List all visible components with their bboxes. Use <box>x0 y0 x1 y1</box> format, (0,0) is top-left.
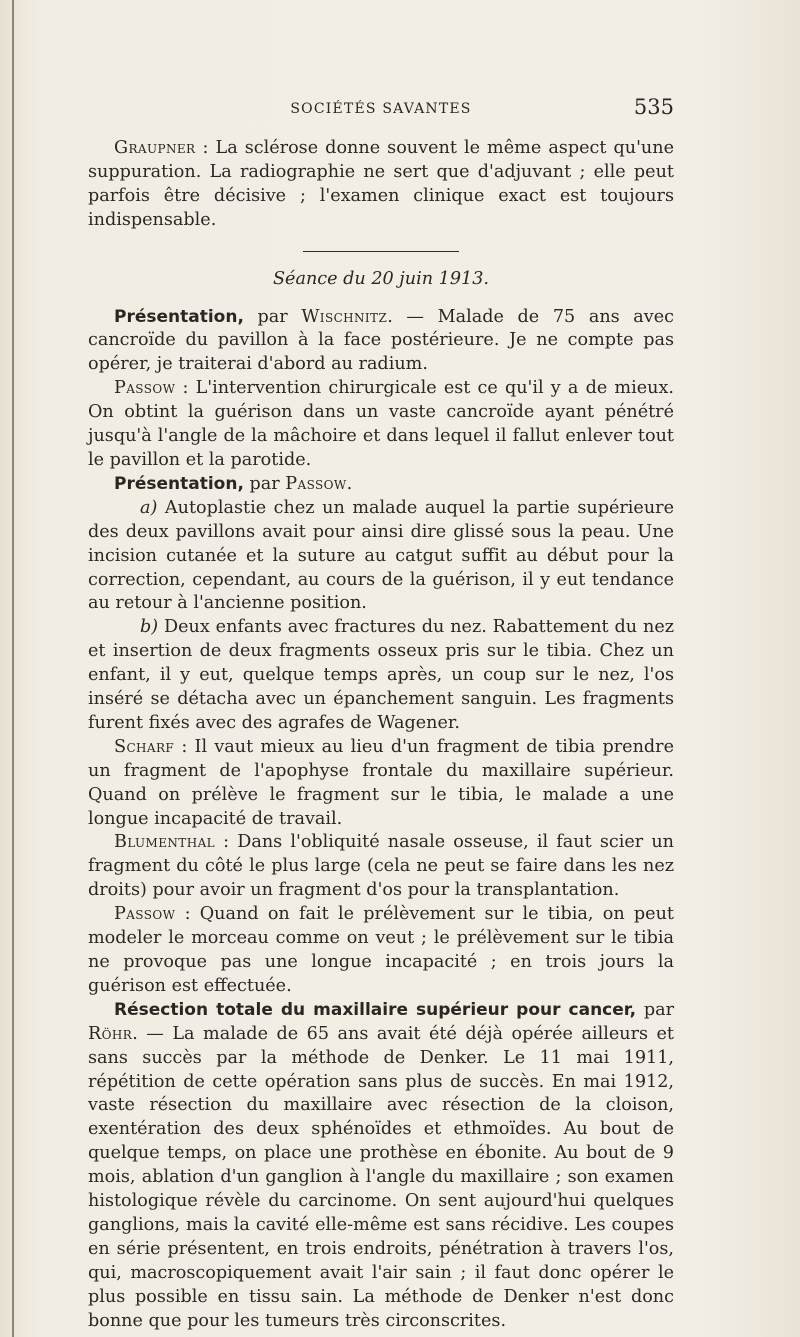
author-name: Passow <box>285 473 347 494</box>
section-divider <box>303 251 459 252</box>
paragraph-scharf <box>88 736 674 832</box>
paragraph-text: . — Malade de 75 ans avec cancroïde du pavillon à la face postérieure. Je ne compte pas opérer, je traiterai d'abord au radium. <box>88 306 674 375</box>
paragraph-text: Autoplastie chez un malade auquel la partie supérieure des deux pavillons avait pour ainsi dire glissé sous la peau. Une incision cutanée et la suture au catgut suffit au début pour la correction, cependant, au cours de la guérison, il y eut tendance au retour à l'ancienne position. <box>88 497 674 614</box>
body-text <box>88 137 674 1334</box>
end-text: . <box>346 473 353 494</box>
section-title: Résection totale du maxillaire supérieur pour cancer, <box>114 999 637 1020</box>
author-name: Röhr <box>88 1023 133 1044</box>
paragraph-blumenthal <box>88 831 674 903</box>
speaker-name: Blumenthal <box>114 832 216 853</box>
paragraph-text: : La sclérose donne souvent le même aspect qu'une suppuration. La radiographie ne sert que d'adjuvant ; elle peut parfois être décisive ; l'examen clinique exact est toujours indispensable. <box>88 138 674 230</box>
paragraph-presentation-wischnitz <box>88 306 674 378</box>
paragraph-case-a <box>88 497 674 617</box>
paragraph-presentation-passow <box>88 473 674 497</box>
paragraph-text: : Il vaut mieux au lieu d'un fragment de tibia prendre un fragment de l'apophyse frontale du maxillaire supérieur. Quand on prélève le fragment sur le tibia, le malade a une longue incapacité de travail. <box>88 736 674 829</box>
case-label: a) <box>140 497 158 518</box>
case-label: b) <box>140 617 159 638</box>
speaker-name: Graupner <box>114 138 196 158</box>
paragraph-case-b <box>88 616 674 736</box>
paragraph-text: Deux enfants avec fractures du nez. Rabattement du nez et insertion de deux fragments osseux pris sur le tibia. Chez un enfant, il y eut, quelque temps après, un coup sur le nez, l'os inséré se détacha avec un épanchement sanguin. Les fragments furent fixés avec des agrafes de Wagener. <box>88 617 674 733</box>
paragraph-resection-rohr <box>88 999 674 1334</box>
paragraph-text: : Quand on fait le prélèvement sur le tibia, on peut modeler le morceau comme on veut ; le prélèvement sur le tibia ne provoque pas une longue incapacité ; en trois jours la guérison est effectuée. <box>88 904 674 996</box>
by-text: par <box>636 999 674 1020</box>
by-text: par <box>243 473 286 494</box>
paragraph-passow-2 <box>88 903 674 999</box>
page-number: 535 <box>633 95 674 119</box>
speaker-name: Passow <box>114 904 176 925</box>
speaker-name: Passow <box>114 378 176 399</box>
section-title: Présentation, <box>114 473 244 494</box>
session-heading: Séance du 20 juin 1913. <box>272 268 489 289</box>
paragraph-text: . — La malade de 65 ans avait été déjà opérée ailleurs et sans succès par la méthode de Denker. Le 11 mai 1911, répétition de cette opération sans plus de succès. En mai 1912, vaste résection du maxillaire avec résection de la cloison, exentération des deux sphénoïdes et ethmoïdes. Au bout de quelque temps, on place une prothèse en ébonite. Au bout de 9 mois, ablation d'un ganglion à l'angle du maxillaire ; son examen histologique révèle du carcinome. On sent aujourd'hui quelques ganglions, mais la cavité elle-même est sans récidive. Les coupes en série présentent, en trois endroits, pénétration à travers l'os, qui, macroscopiquement avait l'air sain ; il faut donc opérer le plus possible en tissu sain. La méthode de Denker n'est donc bonne que pour les tumeurs très circonscrites. <box>88 1023 674 1331</box>
speaker-name: Scharf <box>114 736 175 757</box>
paragraph-text: : L'intervention chirurgicale est ce qu'il y a de mieux. On obtint la guérison dans un vaste cancroïde ayant pénétré jusqu'à l'angle de la mâchoire et dans lequel il fallut enlever tout le pavillon et la parotide. <box>88 378 674 470</box>
author-name: Wischnitz <box>301 306 388 327</box>
paragraph-graupner <box>88 137 674 233</box>
running-head: SOCIÉTÉS SAVANTES <box>290 101 472 117</box>
paragraph-text: : Dans l'obliquité nasale osseuse, il faut scier un fragment du côté le plus large (cela ne peut se faire dans les nez droits) pour avoir un fragment d'os pour la transplantation. <box>88 832 674 901</box>
by-text: par <box>243 306 302 327</box>
section-title: Présentation, <box>114 306 244 327</box>
paragraph-passow-1 <box>88 377 674 473</box>
page-edge <box>12 0 14 1337</box>
page-header <box>88 95 674 125</box>
